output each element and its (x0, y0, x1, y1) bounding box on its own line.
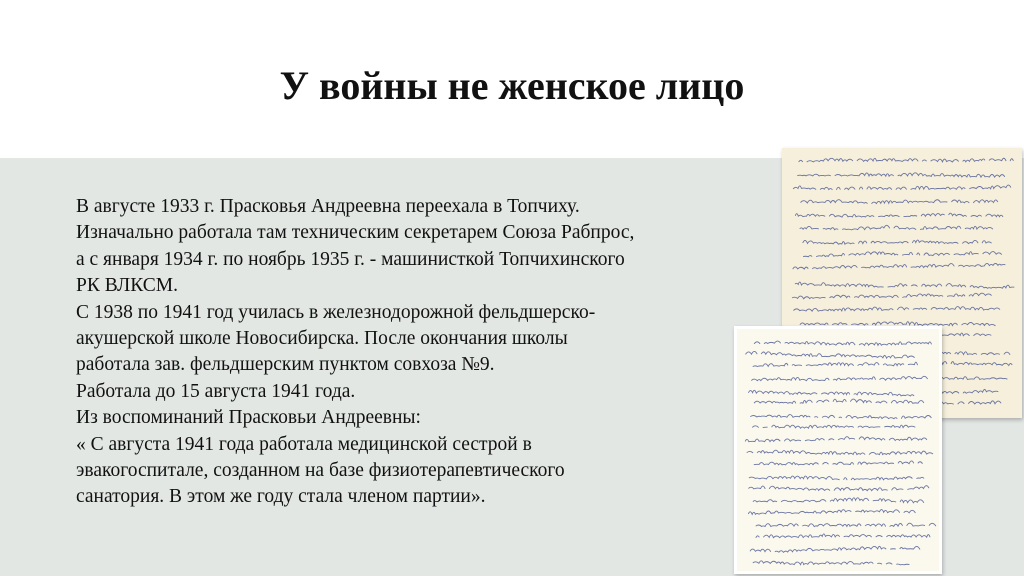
paragraph-6: « С августа 1941 года работала медицинской сестрой в эвакогоспитале, созданном на базе физиотерапевтического санатория. В этом же году стала членом партии». (76, 433, 565, 508)
handwriting-line (753, 498, 924, 503)
paragraph-1: В августе 1933 г. Прасковья Андреевна переехала в Топчиху. (76, 196, 580, 217)
handwriting-line (754, 399, 924, 403)
handwritten-document-front (734, 326, 942, 574)
handwriting-line (799, 158, 1018, 162)
handwriting-line (801, 200, 998, 204)
handwriting-line (756, 523, 936, 526)
handwriting-line (745, 437, 927, 442)
handwriting-line (792, 293, 992, 299)
handwriting-line (754, 341, 931, 345)
handwriting-line (753, 362, 918, 366)
handwriting-image-front (737, 329, 939, 571)
handwriting-line (747, 450, 933, 454)
paragraph-2: Изначально работала там техническим секретарем Союза Рабпрос, а с января 1934 г. по ноябрь 1935 г. - машинисткой Топчихинского РК ВЛКСМ. (76, 222, 635, 297)
paragraph-3: С 1938 по 1941 год училась в железнодорожной фельдшерско-акушерской школе Новосибирска. После окончания школы работала зав. фельдшерским пунктом совхоза №9. (76, 301, 596, 376)
handwriting-line (749, 476, 924, 480)
paragraph-4: Работала до 15 августа 1941 года. (76, 380, 356, 402)
handwriting-line (756, 534, 930, 538)
handwriting-line (753, 561, 914, 565)
handwriting-line (795, 282, 1014, 288)
paragraph-5: Из воспоминаний Прасковьи Андреевны: (76, 407, 421, 429)
handwriting-line (797, 173, 1005, 177)
handwriting-line (793, 185, 1015, 190)
handwriting-line (794, 307, 1001, 312)
handwriting-line (752, 425, 915, 428)
handwriting-line (748, 510, 915, 515)
handwriting-line (754, 461, 927, 465)
slide-header (0, 0, 1024, 158)
handwriting-line (750, 415, 931, 419)
handwriting-line (803, 240, 992, 244)
handwriting-line (751, 376, 927, 380)
handwriting-line (803, 252, 1002, 257)
handwriting-line (795, 213, 1003, 217)
handwriting-line (748, 486, 929, 491)
handwriting-line (793, 263, 1010, 269)
handwriting-line (750, 546, 920, 552)
handwriting-line (800, 225, 997, 230)
slide-title: У войны не женское лицо (279, 63, 745, 108)
handwriting-line (748, 390, 918, 396)
body-text (76, 194, 636, 511)
handwriting-line (746, 351, 915, 358)
